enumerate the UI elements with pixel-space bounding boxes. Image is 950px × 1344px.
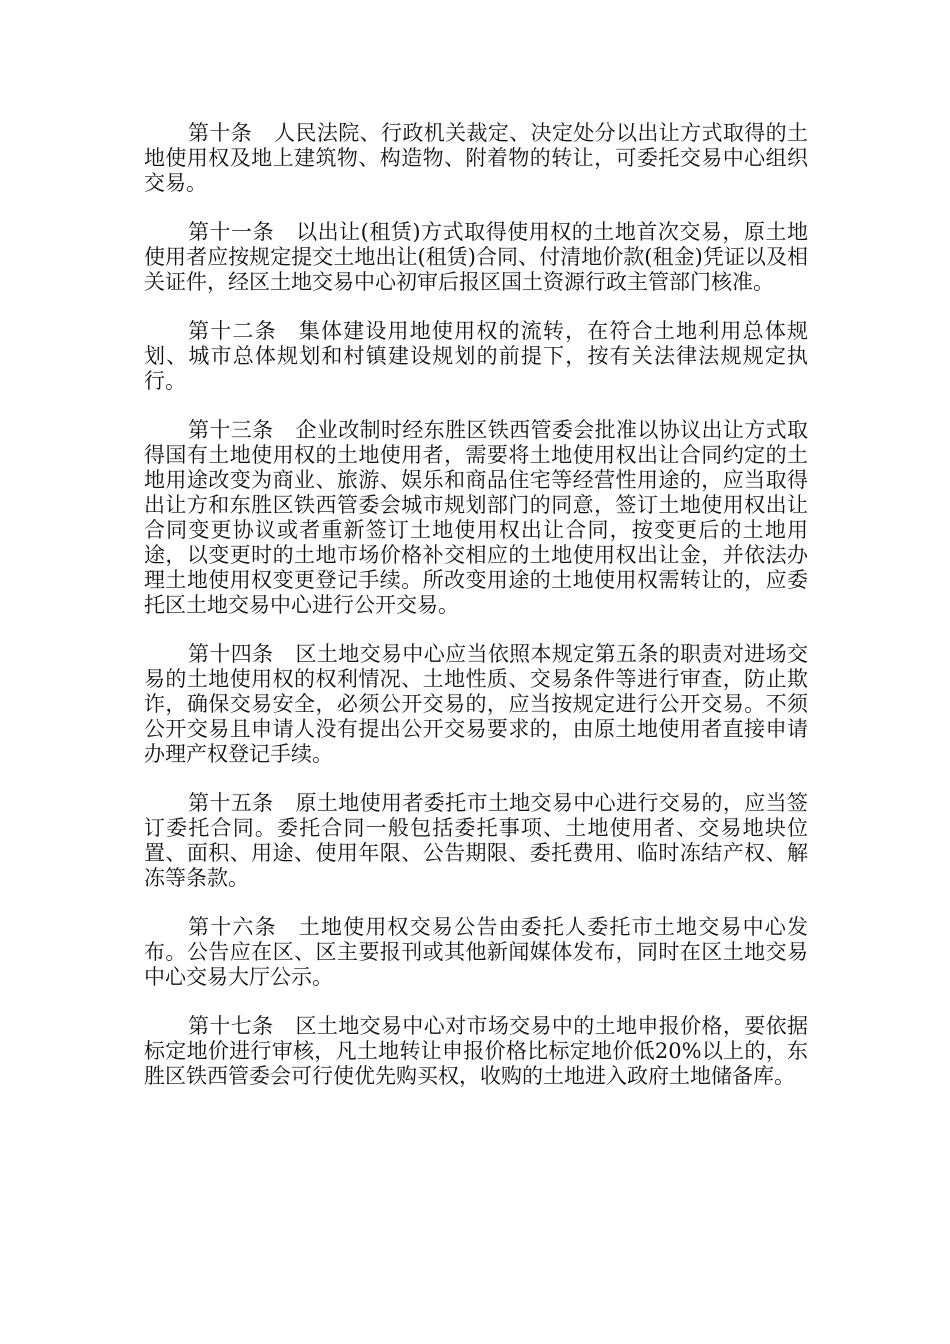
article-text: 区土地交易中心应当依照本规定第五条的职责对进场交易的土地使用权的权利情况、土地性质、交易条件等进行审查，防止欺诈，确保交易安全，必须公开交易的，应当按规定进行公开交易。不须公开交易且申请人没有提出公开交易要求的，由原土地使用者直接申请办理产权登记手续。: [144, 642, 809, 766]
article-text: 以出让(租赁)方式取得使用权的土地首次交易，原土地使用者应按规定提交土地出让(租赁)合同、付清地价款(租金)凭证以及相关证件，经区土地交易中心初审后报区国土资源行政主管部门核准。: [144, 220, 808, 294]
article-title: 第十七条: [188, 1014, 274, 1038]
article-11: [144, 220, 808, 295]
article-title: 第十二条: [188, 319, 277, 343]
article-13: [144, 418, 808, 618]
article-text: 原土地使用者委托市土地交易中心进行交易的，应当签订委托合同。委托合同一般包括委托事项、土地使用者、交易地块位置、面积、用途、使用年限、公告期限、委托费用、临时冻结产权、解冻等条款。: [144, 791, 809, 890]
article-17: [144, 1014, 808, 1089]
article-text: 区土地交易中心对市场交易中的土地申报价格，要依据标定地价进行审核，凡土地转让申报价格比标定地价低20%以上的，东胜区铁西管委会可行使优先购买权，收购的土地进入政府土地储备库。: [144, 1014, 809, 1088]
article-title: 第十五条: [188, 791, 274, 815]
article-14: [144, 642, 808, 767]
article-10: [144, 121, 808, 196]
article-12: [144, 319, 808, 394]
article-text: 集体建设用地使用权的流转，在符合土地利用总体规划、城市总体规划和村镇建设规划的前提下，按有关法律法规规定执行。: [144, 319, 809, 393]
article-15: [144, 791, 808, 891]
article-text: 企业改制时经东胜区铁西管委会批准以协议出让方式取得国有土地使用权的土地使用者，需要将土地使用权出让合同约定的土地用途改变为商业、旅游、娱乐和商品住宅等经营性用途的，应当取得出让方和东胜区铁西管委会城市规划部门的同意，签订土地使用权出让合同变更协议或者重新签订土地使用权出让合同，按变更后的土地用途，以变更时的土地市场价格补交相应的土地使用权出让金，并依法办理土地使用权变更登记手续。所改变用途的土地使用权需转让的，应委托区土地交易中心进行公开交易。: [144, 418, 809, 617]
article-title: 第十四条: [188, 642, 274, 666]
article-text: 人民法院、行政机关裁定、决定处分以出让方式取得的土地使用权及地上建筑物、构造物、附着物的转让，可委托交易中心组织交易。: [144, 121, 809, 195]
article-text: 土地使用权交易公告由委托人委托市土地交易中心发布。公告应在区、区主要报刊或其他新闻媒体发布，同时在区土地交易中心交易大厅公示。: [144, 915, 809, 989]
article-title: 第十条: [188, 121, 253, 145]
article-title: 第十三条: [188, 418, 274, 442]
document-page: [144, 121, 808, 1113]
article-title: 第十六条: [188, 915, 277, 939]
article-16: [144, 915, 808, 990]
article-title: 第十一条: [188, 220, 275, 244]
